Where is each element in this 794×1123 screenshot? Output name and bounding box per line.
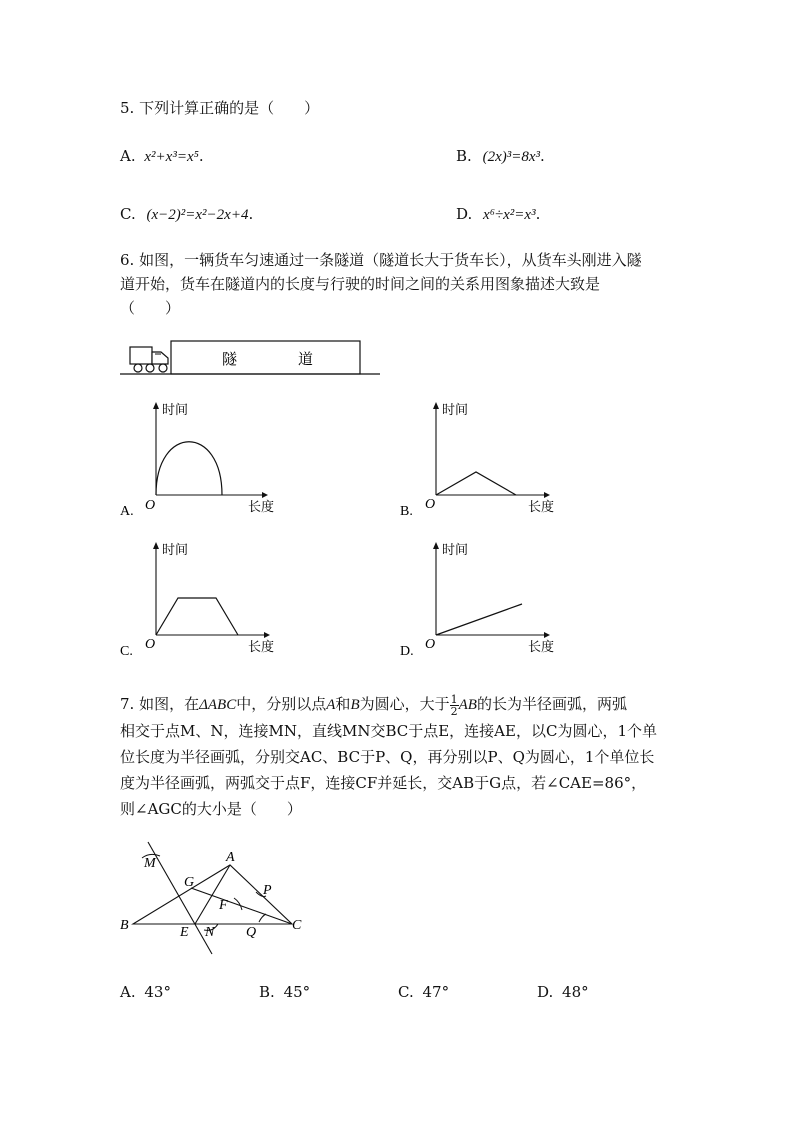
q5-option-d-label: D. xyxy=(456,205,473,223)
q7-fraction: $\frac{1}{2}$ xyxy=(450,692,458,718)
q5-option-c[interactable]: C. (x−2)²=x²−2x+4. xyxy=(120,205,254,223)
point-n: N xyxy=(205,925,215,940)
q7-triangle-symbol: ΔABC xyxy=(199,697,237,713)
q7-option-a[interactable] xyxy=(120,981,171,1003)
graph-a[interactable] xyxy=(118,398,275,519)
point-b: B xyxy=(120,918,129,933)
segment-ae xyxy=(195,865,230,924)
graph-b[interactable] xyxy=(398,398,558,518)
point-g: G xyxy=(184,875,195,890)
graph-b-option-label: B. xyxy=(400,504,413,519)
graph-d-origin: O xyxy=(425,637,436,652)
q7-option-b-label: B. xyxy=(259,983,275,1001)
q5-stem: 5. 下列计算正确的是（ ） xyxy=(120,99,320,117)
q5-option-c-expr: (x−2)²=x²−2x+4 xyxy=(146,207,249,223)
q7-line1-part-d: 为圆心，大于 xyxy=(359,695,450,713)
graph-b-x-label: 长度 xyxy=(528,499,555,514)
q7-line1-part-c: 和 xyxy=(335,695,351,713)
q7-stem-line2: 相交于点M、N，连接MN，直线MN交BC于点E，连接AE，以C为圆心，1个单 xyxy=(120,722,657,740)
tunnel-label-2: 道 xyxy=(298,352,314,368)
tunnel-label-1: 隧 xyxy=(222,352,238,368)
q6-stem-line1: 6. 如图，一辆货车匀速通过一条隧道（隧道长大于货车长），从货车头刚进入隧 xyxy=(120,251,642,269)
graph-d-y-label: 时间 xyxy=(442,542,469,557)
tunnel xyxy=(171,341,360,374)
q7-line1-part-a: 7. 如图，在 xyxy=(120,695,200,713)
q5-option-b-expr: (2x)³=8x³ xyxy=(482,149,540,165)
graph-d-option-label: D. xyxy=(400,644,414,659)
graph-a-y-label: 时间 xyxy=(162,402,189,417)
graph-a-origin: O xyxy=(145,498,156,513)
graph-c-x-label: 长度 xyxy=(248,639,275,654)
q5-option-b[interactable]: B. (2x)³=8x³. xyxy=(456,147,545,165)
q7-option-a-label: A. xyxy=(120,983,136,1001)
q7-option-c-label: C. xyxy=(398,983,414,1001)
q7-option-d[interactable] xyxy=(537,981,589,1003)
graph-a-x-label: 长度 xyxy=(248,499,275,514)
q7-option-c[interactable] xyxy=(398,981,449,1003)
q7-option-d-value: 48° xyxy=(562,983,589,1001)
q5-option-a[interactable]: A. x²+x³=x⁵. xyxy=(120,147,204,165)
q6-stem-line2: 道开始，货车在隧道内的长度与行驶的时间之间的关系用图象描述大致是 xyxy=(120,275,601,293)
q6-stem-line3: （ ） xyxy=(120,299,181,317)
point-c: C xyxy=(292,918,302,933)
graph-c-y-label: 时间 xyxy=(162,542,189,557)
q7-stem-line3: 位长度为半径画弧，分别交AC、BC于P、Q，再分别以P、Q为圆心，1个单位长 xyxy=(120,748,655,766)
q7-line1-part-b: 中，分别以点 xyxy=(236,695,327,713)
q7-option-b[interactable] xyxy=(259,981,310,1003)
q7-stem-line1: 7. 如图，在ΔABC中，分别以点A和B为圆心，大于 $\frac{1}{2}$ AB的长为半径画弧，两弧 xyxy=(120,692,627,718)
truck-tunnel-figure xyxy=(118,338,388,378)
graph-b-line xyxy=(436,472,516,495)
q7-line1-part-e: 的长为半径画弧，两弧 xyxy=(476,695,627,713)
point-f: F xyxy=(219,898,228,913)
graph-d[interactable] xyxy=(398,538,558,658)
q7-option-c-value: 47° xyxy=(422,983,450,1001)
graph-d-x-label: 长度 xyxy=(528,639,555,654)
q5-option-d-expr: x⁶÷x²=x³ xyxy=(483,207,536,223)
q7-stem-line4: 度为半径画弧，两弧交于点F，连接CF并延长，交AB于G点，若∠CAE=86°， xyxy=(120,774,647,792)
q5-option-a-label: A. xyxy=(120,147,136,165)
q7-option-a-value: 43° xyxy=(144,983,171,1001)
graph-a-curve xyxy=(156,442,222,495)
q7-stem-line5: 则∠AGC的大小是（ ） xyxy=(120,800,302,818)
graph-a-option-label: A. xyxy=(120,504,134,519)
q5-option-a-expr: x²+x³=x⁵ xyxy=(144,149,199,165)
point-q: Q xyxy=(246,925,257,940)
q5-option-c-label: C. xyxy=(120,205,136,223)
point-e: E xyxy=(180,925,189,940)
graph-b-y-label: 时间 xyxy=(442,402,469,417)
point-p: P xyxy=(263,883,272,898)
graph-c-option-label: C. xyxy=(120,644,133,659)
triangle-construction-figure xyxy=(116,836,316,966)
q7-option-b-value: 45° xyxy=(283,983,311,1001)
q5-option-d[interactable]: D. x⁶÷x²=x³. xyxy=(456,205,541,223)
graph-d-line xyxy=(436,604,522,635)
q7-option-d-label: D. xyxy=(537,983,554,1001)
q5-option-b-label: B. xyxy=(456,147,472,165)
point-m: M xyxy=(144,856,156,871)
graph-c-origin: O xyxy=(145,637,156,652)
graph-b-origin: O xyxy=(425,497,436,512)
truck-icon xyxy=(130,347,168,372)
graph-c[interactable] xyxy=(118,538,278,658)
point-a: A xyxy=(226,850,235,865)
graph-c-line xyxy=(156,598,238,635)
